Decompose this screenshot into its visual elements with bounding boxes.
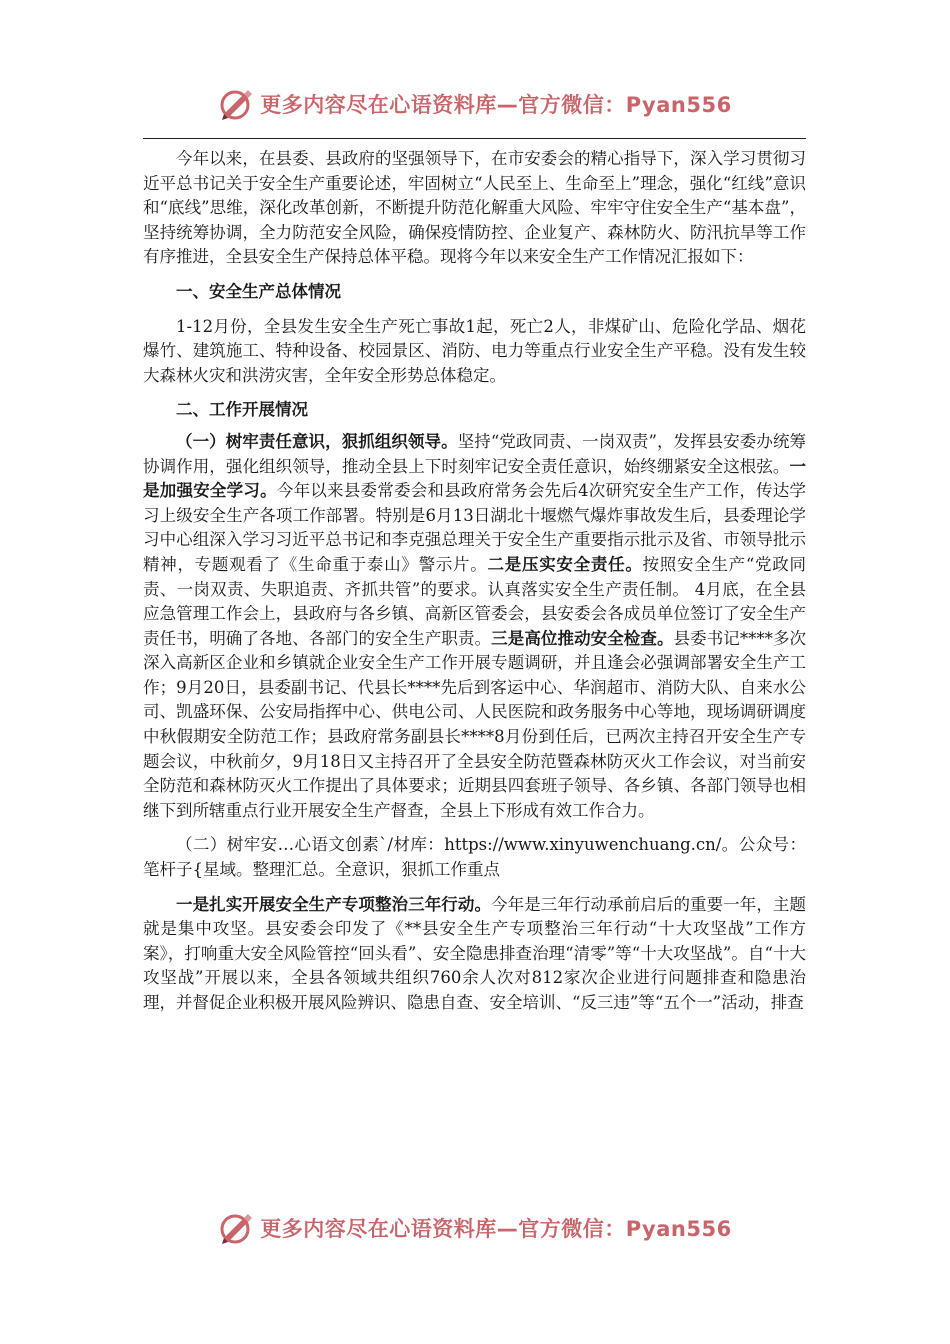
text-span: 县委书记****多次深入高新区企业和乡镇就企业安全生产工作开展专题调研，并且逢会必强调部署安全生产工作；9月20日，县委副书记、代县长****先后到客运中心、华润超市、消防大队、自来水公司、凯盛环保、公安局指挥中心、供电公司、人民医院和政务服务中心等地，现场调研调度中秋假期安全防范工作；县政府常务副县长****8月份到任后，已两次主持召开安全生产专题会议，中秋前夕，9月18日又主持召开了全县安全防范暨森林防灭火工作会议，对当前安全防范和森林防灭火工作提出了具体要求；近期县四套班子领导、各乡镇、各部门领导也相继下到所辖重点行业开展安全生产督查，全县上下形成有效工作合力。 (143, 628, 807, 820)
section2-paragraph-3 (143, 893, 806, 1016)
intro-paragraph: 今年以来，在县委、县政府的坚强领导下，在市安委会的精心指导下，深入学习贯彻习近平总书记关于安全生产重要论述，牢固树立“人民至上、生命至上”理念，强化“红线”意识和“底线”思维，深化改革创新，不断提升防范化解重大风险、牢牢守住安全生产“基本盘”，坚持统筹协调，全力防范安全风险，确保疫情防控、企业复产、森林防火、防汛抗旱等工作有序推进，全县安全生产保持总体平稳。现将今年以来安全生产工作情况汇报如下： (143, 149, 806, 267)
section2-paragraph-2: （二）树牢安…心语文创素`/材库：https://www.xinyuwenchuang.cn/。公众号：笔杆子{星域。整理汇总。全意识，狠抓工作重点 (143, 835, 806, 880)
text-span: 今年是三年行动承前启后的重要一年，主题就是集中攻坚。县安委会印发了《**县安全生产专项整治三年行动“十大攻坚战”工作方案》，打响重大安全风险管控“回头看”、安全隐患排查治理“清零”等“十大攻坚战”。自“十大攻坚战”开展以来，全县各领域共组织760余人次对812家次企业进行问题排查和隐患治理，并督促企业积极开展风险辨识、隐患自查、安全培训、“反三违”等“五个一”活动，排查 (143, 894, 807, 1012)
footer-banner (0, 1208, 950, 1248)
text-span: 今年以来县委常委会和县政府常务会先后4次研究安全生产工作，传达学习上级安全生产各项工作部署。特别是6月13日湖北十堰燃气爆炸事故发生后，县委理论学习中心组深入学习习近平总书记和李克强总理关于安全生产重要指示批示及省、市领导批示精神，专题观看了《生命重于泰山》警示片。 (143, 481, 807, 574)
point-1-label: 一是加强安全学习。 (143, 456, 806, 501)
point-3-label: 三是高位推动安全检查。 (491, 628, 674, 648)
pen-logo-icon (218, 1210, 254, 1246)
text-span: 按照安全生产“党政同责、一岗双责、失职追责、齐抓共管”的要求。认真落实安全生产责任制。 4月底，在全县应急管理工作会上，县政府与各乡镇、高新区管委会，县安委会各成员单位签订了安全生产责任书，明确了各地、各部门的安全生产职责。 (143, 554, 807, 648)
banner-text: 更多内容尽在心语资料库—官方微信：Pyan556 (260, 93, 732, 117)
header-banner (0, 84, 950, 124)
banner-text: 更多内容尽在心语资料库—官方微信：Pyan556 (260, 1217, 732, 1241)
pen-logo-icon (218, 86, 254, 122)
point-2-label: 二是压实安全责任。 (487, 554, 643, 574)
text-span: 坚持“党政同责、一岗双责”，发挥县安委办统筹协调作用，强化组织领导，推动全县上下时刻牢记安全责任意识，始终绷紧安全这根弦。 (143, 431, 807, 476)
section1-heading: 一、安全生产总体情况 (176, 281, 341, 301)
section2-heading: 二、工作开展情况 (176, 400, 308, 420)
section2-paragraph-1 (143, 430, 806, 824)
document-body (143, 147, 806, 1016)
point-label: 一是扎实开展安全生产专项整治三年行动。 (176, 894, 492, 914)
section1-paragraph: 1-12月份，全县发生安全生产死亡事故1起，死亡2人，非煤矿山、危险化学品、烟花爆竹、建筑施工、特种设备、校园景区、消防、电力等重点行业安全生产平稳。没有发生较大森林火灾和洪涝灾害，全年安全形势总体稳定。 (143, 316, 806, 385)
subheading-1: （一）树牢责任意识，狠抓组织领导。 (176, 431, 458, 451)
header-rule (143, 138, 806, 139)
